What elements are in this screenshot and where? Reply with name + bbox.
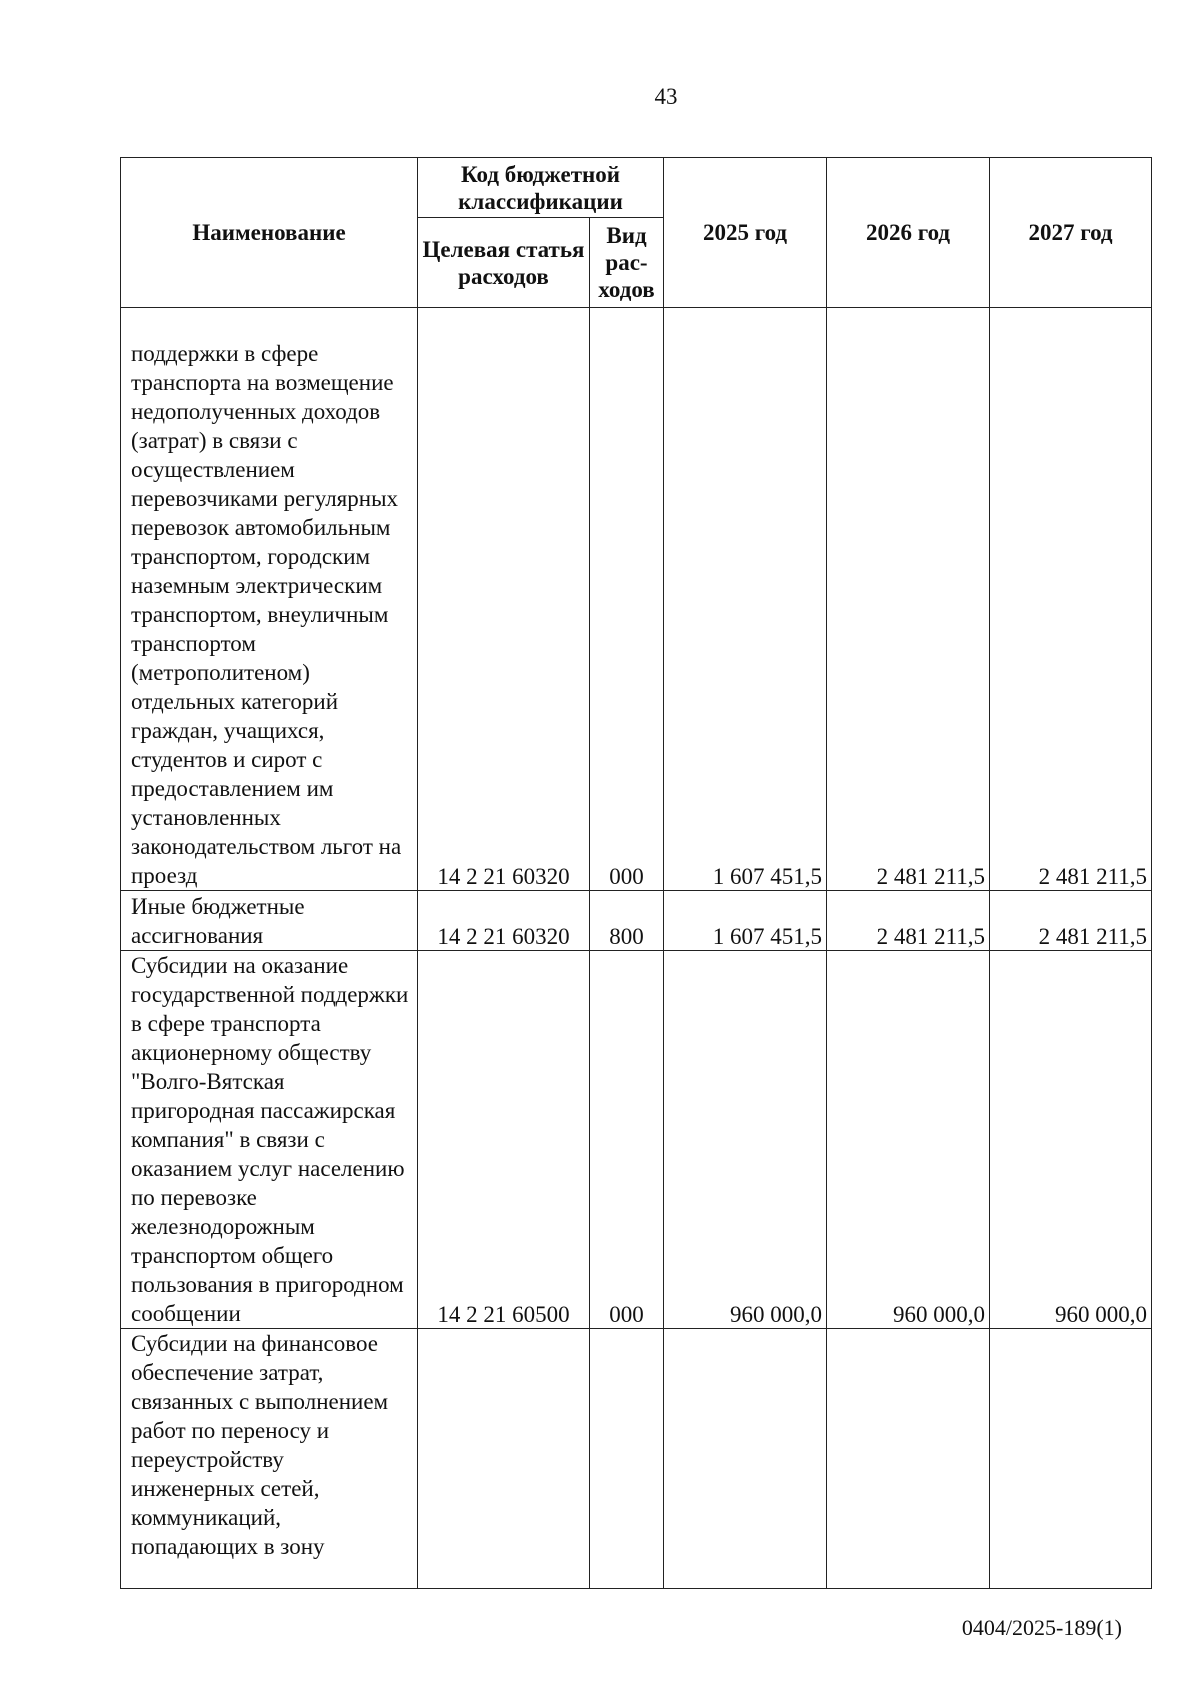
row-type: 800 [590, 891, 664, 951]
header-2027: 2027 год [990, 158, 1152, 308]
header-expense-type: Вид рас-ходов [590, 218, 664, 308]
row-code [418, 1329, 590, 1589]
budget-table [120, 157, 1152, 1589]
row-2026 [827, 1329, 990, 1589]
row-code: 14 2 21 60320 [418, 308, 590, 891]
row-2027: 2 481 211,5 [990, 891, 1152, 951]
document-id: 0404/2025-189(1) [961, 1615, 1122, 1640]
table-row [121, 1329, 1152, 1589]
row-name: Иные бюджетные ассигнования [121, 891, 418, 951]
row-2025: 1 607 451,5 [664, 891, 827, 951]
header-2025: 2025 год [664, 158, 827, 308]
header-target-article: Целевая статья расходов [418, 218, 590, 308]
row-name: поддержки в сфере транспорта на возмещение недополученных доходов (затрат) в связи с осуществлением перевозчиками регулярных перевозок автомобильным транспортом, городским наземным электрическим транспортом, внеуличным транспортом (метрополитеном) отдельных категорий граждан, учащихся, студентов и сирот с предоставлением им установленных законодательством льгот на проезд [121, 308, 418, 891]
row-2027 [990, 1329, 1152, 1589]
row-2025: 960 000,0 [664, 951, 827, 1329]
row-type: 000 [590, 308, 664, 891]
row-type [590, 1329, 664, 1589]
row-2026: 2 481 211,5 [827, 891, 990, 951]
table-row [121, 891, 1152, 951]
row-2025: 1 607 451,5 [664, 308, 827, 891]
header-2026: 2026 год [827, 158, 990, 308]
row-2025 [664, 1329, 827, 1589]
page-number: 43 [654, 84, 678, 109]
row-2026: 2 481 211,5 [827, 308, 990, 891]
row-2027: 2 481 211,5 [990, 308, 1152, 891]
row-code: 14 2 21 60320 [418, 891, 590, 951]
header-name: Наименование [121, 158, 418, 308]
table-row [121, 308, 1152, 891]
row-code: 14 2 21 60500 [418, 951, 590, 1329]
row-2026: 960 000,0 [827, 951, 990, 1329]
row-name: Субсидии на оказание государственной поддержки в сфере транспорта акционерному обществу "Волго-Вятская пригородная пассажирская компания" в связи с оказанием услуг населению по перевозке железнодорожным транспортом общего пользования в пригородном сообщении [121, 951, 418, 1329]
header-code-group: Код бюджетной классификации [418, 158, 664, 218]
row-type: 000 [590, 951, 664, 1329]
table-row [121, 951, 1152, 1329]
row-name: Субсидии на финансовое обеспечение затрат, связанных с выполнением работ по переносу и переустройству инженерных сетей, коммуникаций, попадающих в зону [121, 1329, 418, 1589]
row-2027: 960 000,0 [990, 951, 1152, 1329]
